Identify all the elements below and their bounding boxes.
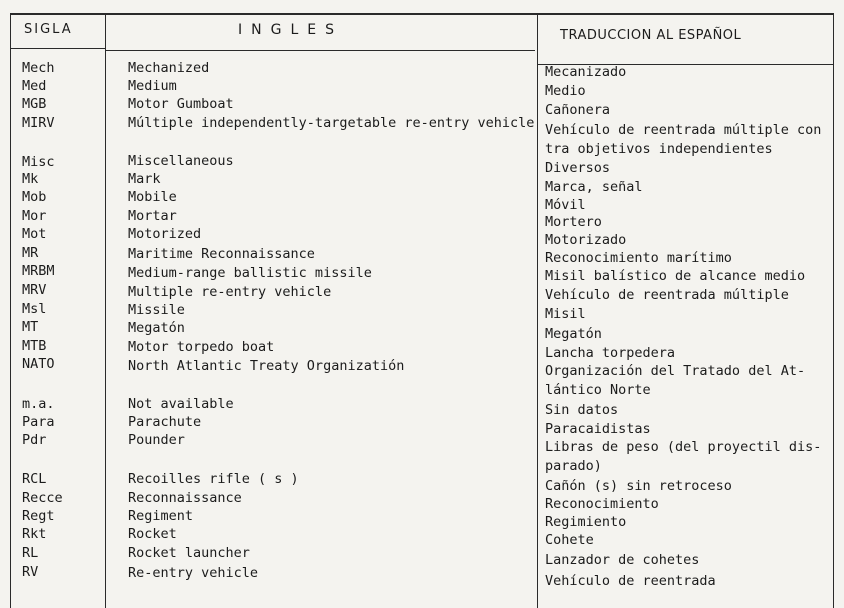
ingles-cell: Motor Gumboat [128,96,234,112]
sigla-cell: m.a. [22,396,55,412]
sigla-cell: MRV [22,282,47,298]
ingles-cell: Megatón [128,320,185,336]
sigla-cell: Misc [22,154,55,170]
ingles-cell: Pounder [128,432,185,448]
espanol-cell: Cohete [545,532,594,548]
header-sigla: SIGLA [24,22,73,37]
espanol-cell: Reconocimiento [545,496,659,512]
sigla-cell: MIRV [22,115,55,131]
espanol-cell: Cañonera [545,102,611,118]
ingles-cell: Re-entry vehicle [128,565,259,581]
sigla-cell: Rkt [22,526,47,542]
header-traduccion: TRADUCCION AL ESPAÑOL [560,28,742,43]
espanol-cell: Paracaidistas [545,421,651,437]
espanol-cell: Vehículo de reentrada múltiple [545,287,789,303]
ingles-cell: Maritime Reconnaissance [128,246,315,262]
sigla-cell: Regt [22,508,55,524]
ingles-cell: Regiment [128,508,194,524]
sigla-cell: MT [22,319,39,335]
espanol-cell: Diversos [545,160,611,176]
ingles-cell: Multiple re-entry vehicle [128,284,332,300]
ingles-cell: Motor torpedo boat [128,339,275,355]
ingles-cell: Mechanized [128,60,210,76]
espanol-cell: Lanzador de cohetes [545,552,700,568]
sigla-cell: RV [22,564,39,580]
espanol-cell: Misil [545,306,586,322]
espanol-cell: Regimiento [545,514,627,530]
espanol-cell: Vehículo de reentrada múltiple con [545,122,822,138]
header-underline-ingles [105,50,535,51]
ingles-cell: Miscellaneous [128,153,234,169]
ingles-cell: Múltiple independently-targetable re-entry vehicle [128,115,535,131]
ingles-cell: Medium [128,78,177,94]
glossary-table [10,8,834,603]
ingles-cell: Mobile [128,189,177,205]
header-ingles: INGLES [238,22,343,38]
sigla-cell: Pdr [22,432,47,448]
espanol-cell: tra objetivos independientes [545,141,773,157]
espanol-cell: Vehículo de reentrada [545,573,716,589]
header-underline-sigla [10,48,105,49]
ingles-cell: Medium-range ballistic missile [128,265,372,281]
espanol-cell: Marca, señal [545,179,643,195]
espanol-cell: Medio [545,83,586,99]
espanol-cell: Reconocimiento marítimo [545,250,732,266]
sigla-cell: Mor [22,208,47,224]
sigla-cell: RL [22,545,39,561]
ingles-cell: Mortar [128,208,177,224]
sigla-cell: Para [22,414,55,430]
ingles-cell: Mark [128,171,161,187]
espanol-cell: Organización del Tratado del At- [545,363,806,379]
ingles-cell: Not available [128,396,234,412]
sigla-cell: MR [22,245,39,261]
table-right-border [833,13,834,608]
sigla-cell: Msl [22,301,47,317]
table-top-border [10,13,834,15]
column-divider-1 [105,13,106,608]
espanol-cell: Móvil [545,197,586,213]
espanol-cell: Megatón [545,326,602,342]
espanol-cell: Sin datos [545,402,619,418]
espanol-cell: parado) [545,458,602,474]
espanol-cell: Cañón (s) sin retroceso [545,478,732,494]
sigla-cell: MRBM [22,263,55,279]
ingles-cell: Recoilles rifle ( s ) [128,471,299,487]
espanol-cell: lántico Norte [545,382,651,398]
table-left-border [10,13,11,608]
espanol-cell: Lancha torpedera [545,345,676,361]
sigla-cell: RCL [22,471,47,487]
sigla-cell: Med [22,78,47,94]
ingles-cell: Reconnaissance [128,490,242,506]
espanol-cell: Motorizado [545,232,627,248]
sigla-cell: MTB [22,338,47,354]
sigla-cell: Mob [22,189,47,205]
espanol-cell: Libras de peso (del proyectil dis- [545,439,822,455]
ingles-cell: Missile [128,302,185,318]
ingles-cell: Rocket launcher [128,545,250,561]
sigla-cell: Mot [22,226,47,242]
ingles-cell: North Atlantic Treaty Organizatión [128,358,405,374]
espanol-cell: Misil balístico de alcance medio [545,268,806,284]
ingles-cell: Rocket [128,526,177,542]
sigla-cell: Mk [22,171,39,187]
sigla-cell: Recce [22,490,63,506]
sigla-cell: NATO [22,356,55,372]
sigla-cell: Mech [22,60,55,76]
ingles-cell: Motorized [128,226,202,242]
ingles-cell: Parachute [128,414,202,430]
sigla-cell: MGB [22,96,47,112]
espanol-cell: Mecanizado [545,64,627,80]
espanol-cell: Mortero [545,214,602,230]
